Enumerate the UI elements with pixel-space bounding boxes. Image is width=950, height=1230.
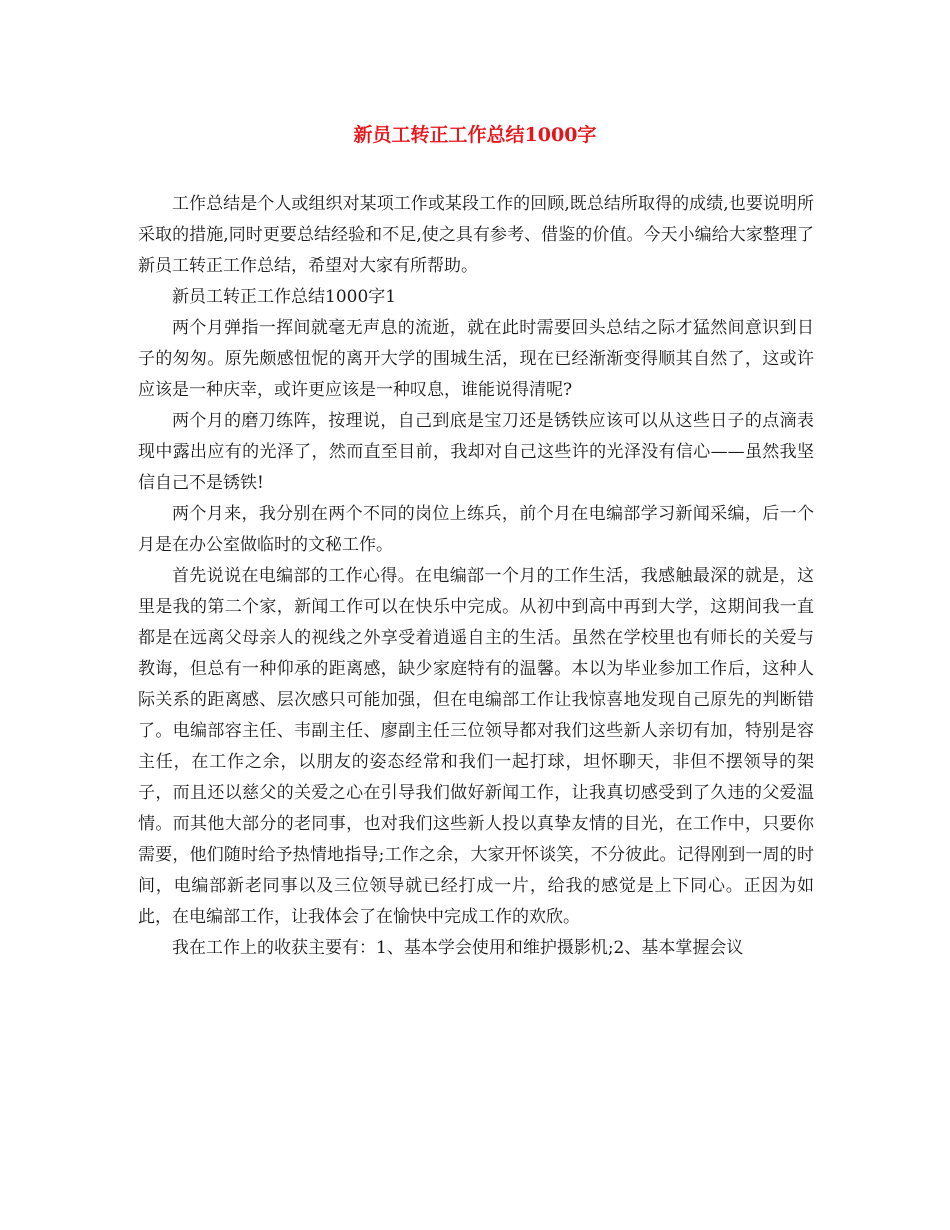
section-heading: 新员工转正工作总结1000字1 [172,287,397,307]
paragraph: 两个月的磨刀练阵，按理说，自己到底是宝刀还是锈铁应该可以从这些日子的点滴表现中露出应有的光泽了，然而直至目前，我却对自己这些许的光泽没有信心——虽然我坚信自己不是锈铁! [138,411,814,493]
paragraph: 两个月来，我分别在两个不同的岗位上练兵，前个月在电编部学习新闻采编，后一个月是在办公室做临时的文秘工作。 [138,504,814,555]
paragraph: 我在工作上的收获主要有：1、基本学会使用和维护摄影机;2、基本掌握会议 [172,938,744,958]
paragraph: 两个月弹指一挥间就毫无声息的流逝，就在此时需要回头总结之际才猛然间意识到日子的匆匆。原先颇感忸怩的离开大学的围城生活，现在已经渐渐变得顺其自然了，这或许应该是一种庆幸，或许更应该是一种叹息，谁能说得清呢? [138,318,814,400]
document-body [138,189,814,964]
paragraph: 首先说说在电编部的工作心得。在电编部一个月的工作生活，我感触最深的就是，这里是我的第二个家，新闻工作可以在快乐中完成。从初中到高中再到大学，这期间我一直都是在远离父母亲人的视线之外享受着逍遥自主的生活。虽然在学校里也有师长的关爱与教诲，但总有一种仰承的距离感，缺少家庭特有的温馨。本以为毕业参加工作后，这种人际关系的距离感、层次感只可能加强，但在电编部工作让我惊喜地发现自己原先的判断错了。电编部容主任、韦副主任、廖副主任三位领导都对我们这些新人亲切有加，特别是容主任，在工作之余，以朋友的姿态经常和我们一起打球，坦怀聊天，非但不摆领导的架子，而且还以慈父的关爱之心在引导我们做好新闻工作，让我真切感受到了久违的父爱温情。而其他大部分的老同事，也对我们这些新人投以真挚友情的目光，在工作中，只要你需要，他们随时给予热情地指导;工作之余，大家开怀谈笑，不分彼此。记得刚到一周的时间，电编部新老同事以及三位领导就已经打成一片，给我的感觉是上下同心。正因为如此，在电编部工作，让我体会了在愉快中完成工作的欢欣。 [138,566,814,927]
paragraph-intro: 工作总结是个人或组织对某项工作或某段工作的回顾,既总结所取得的成绩,也要说明所采取的措施,同时更要总结经验和不足,使之具有参考、借鉴的价值。今天小编给大家整理了新员工转正工作总结，希望对大家有所帮助。 [138,194,814,276]
document-title: 新员工转正工作总结1000字 [353,124,597,146]
